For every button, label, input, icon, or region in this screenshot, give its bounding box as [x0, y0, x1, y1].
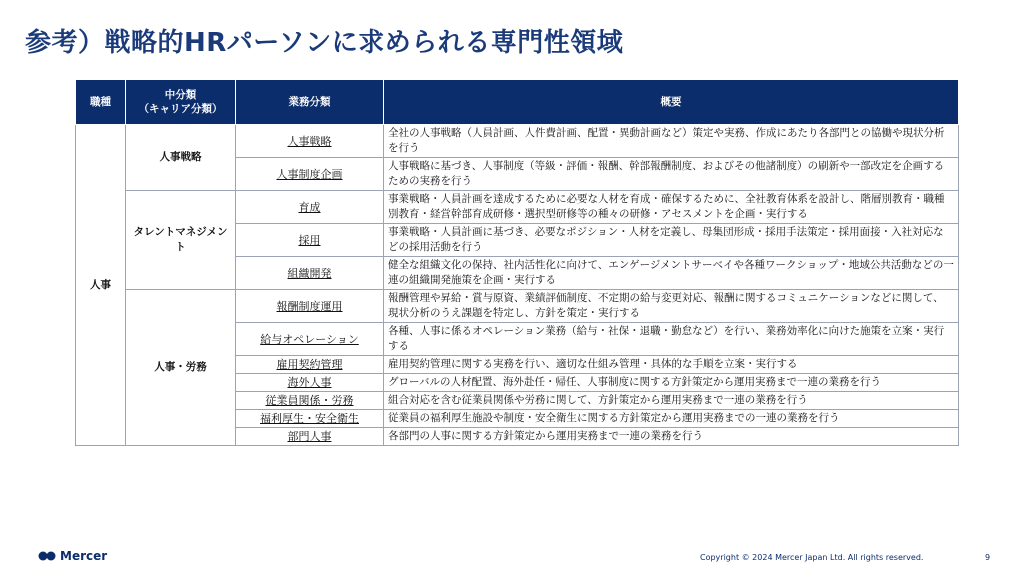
- mercer-logo: [38, 549, 107, 564]
- sub-category-cell[interactable]: 海外人事: [236, 374, 384, 392]
- table-row: [76, 125, 959, 158]
- description-cell: 組合対応を含む従業員関係や労務に関して、方針策定から運用実務まで一連の業務を行う: [384, 392, 959, 410]
- sub-category-cell[interactable]: 人事戦略: [236, 125, 384, 158]
- sub-category-cell[interactable]: 従業員関係・労務: [236, 392, 384, 410]
- table-row: [76, 290, 959, 323]
- sub-category-cell[interactable]: 育成: [236, 191, 384, 224]
- description-cell: 従業員の福利厚生施設や制度・安全衛生に関する方針策定から運用実務までの一連の業務を行う: [384, 410, 959, 428]
- page-number: 9: [985, 553, 991, 562]
- description-cell: 報酬管理や昇給・賞与原資、業績評価制度、不定期の給与変更対応、報酬に関するコミュニケーションなどに関して、現状分析のうえ課題を特定し、方針を策定・実行する: [384, 290, 959, 323]
- sub-category-cell[interactable]: 採用: [236, 224, 384, 257]
- description-cell: 事業戦略・人員計画を達成するために必要な人材を育成・確保するために、全社教育体系を設計し、階層別教育・職種別教育・経営幹部育成研修・選択型研修等の種々の研修・アセスメントを企画・実行する: [384, 191, 959, 224]
- sub-category-cell[interactable]: 部門人事: [236, 428, 384, 446]
- description-cell: 雇用契約管理に関する実務を行い、適切な仕組み管理・具体的な手順を立案・実行する: [384, 356, 959, 374]
- header-sub-category: 業務分類: [236, 80, 384, 125]
- sub-category-cell[interactable]: 雇用契約管理: [236, 356, 384, 374]
- header-description: 概要: [384, 80, 959, 125]
- description-cell: 事業戦略・人員計画に基づき、必要なポジション・人材を定義し、母集団形成・採用手法策定・採用面接・入社対応などの採用活動を行う: [384, 224, 959, 257]
- description-cell: 各部門の人事に関する方針策定から運用実務まで一連の業務を行う: [384, 428, 959, 446]
- sub-category-cell[interactable]: 報酬制度運用: [236, 290, 384, 323]
- description-cell: 健全な組織文化の保持、社内活性化に向けて、エンゲージメントサーベイや各種ワークショップ・地域公共活動などの一連の組織開発施策を企画・実行する: [384, 257, 959, 290]
- header-mid-category: 中分類 （キャリア分類）: [126, 80, 236, 125]
- description-cell: 各種、人事に係るオペレーション業務（給与・社保・退職・勤怠など）を行い、業務効率化に向けた施策を立案・実行する: [384, 323, 959, 356]
- sub-category-cell[interactable]: 人事制度企画: [236, 158, 384, 191]
- description-cell: 人事戦略に基づき、人事制度（等級・評価・報酬、幹部報酬制度、およびその他諸制度）の刷新や一部改定を企画するための実務を行う: [384, 158, 959, 191]
- mercer-logo-icon: [38, 550, 56, 564]
- specialty-table: [75, 79, 959, 446]
- description-cell: 全社の人事戦略（人員計画、人件費計画、配置・異動計画など）策定や実務、作成にあたり各部門との協働や現状分析を行う: [384, 125, 959, 158]
- logo-text: Mercer: [60, 549, 108, 563]
- sub-category-cell[interactable]: 福利厚生・安全衛生: [236, 410, 384, 428]
- mid-category-cell: 人事・労務: [126, 290, 236, 446]
- sub-category-cell[interactable]: 給与オペレーション: [236, 323, 384, 356]
- table-header-row: [76, 80, 959, 125]
- description-cell: グローバルの人材配置、海外赴任・帰任、人事制度に関する方針策定から運用実務まで一連の業務を行う: [384, 374, 959, 392]
- copyright-text: Copyright © 2024 Mercer Japan Ltd. All rights reserved.: [700, 553, 924, 562]
- header-job: 職種: [76, 80, 126, 125]
- page-title: 参考）戦略的HRパーソンに求められる専門性領域: [25, 28, 624, 58]
- mid-category-cell: 人事戦略: [126, 125, 236, 191]
- job-cell: 人事: [76, 125, 126, 446]
- sub-category-cell[interactable]: 組織開発: [236, 257, 384, 290]
- table-row: [76, 191, 959, 224]
- mid-category-cell: タレントマネジメント: [126, 191, 236, 290]
